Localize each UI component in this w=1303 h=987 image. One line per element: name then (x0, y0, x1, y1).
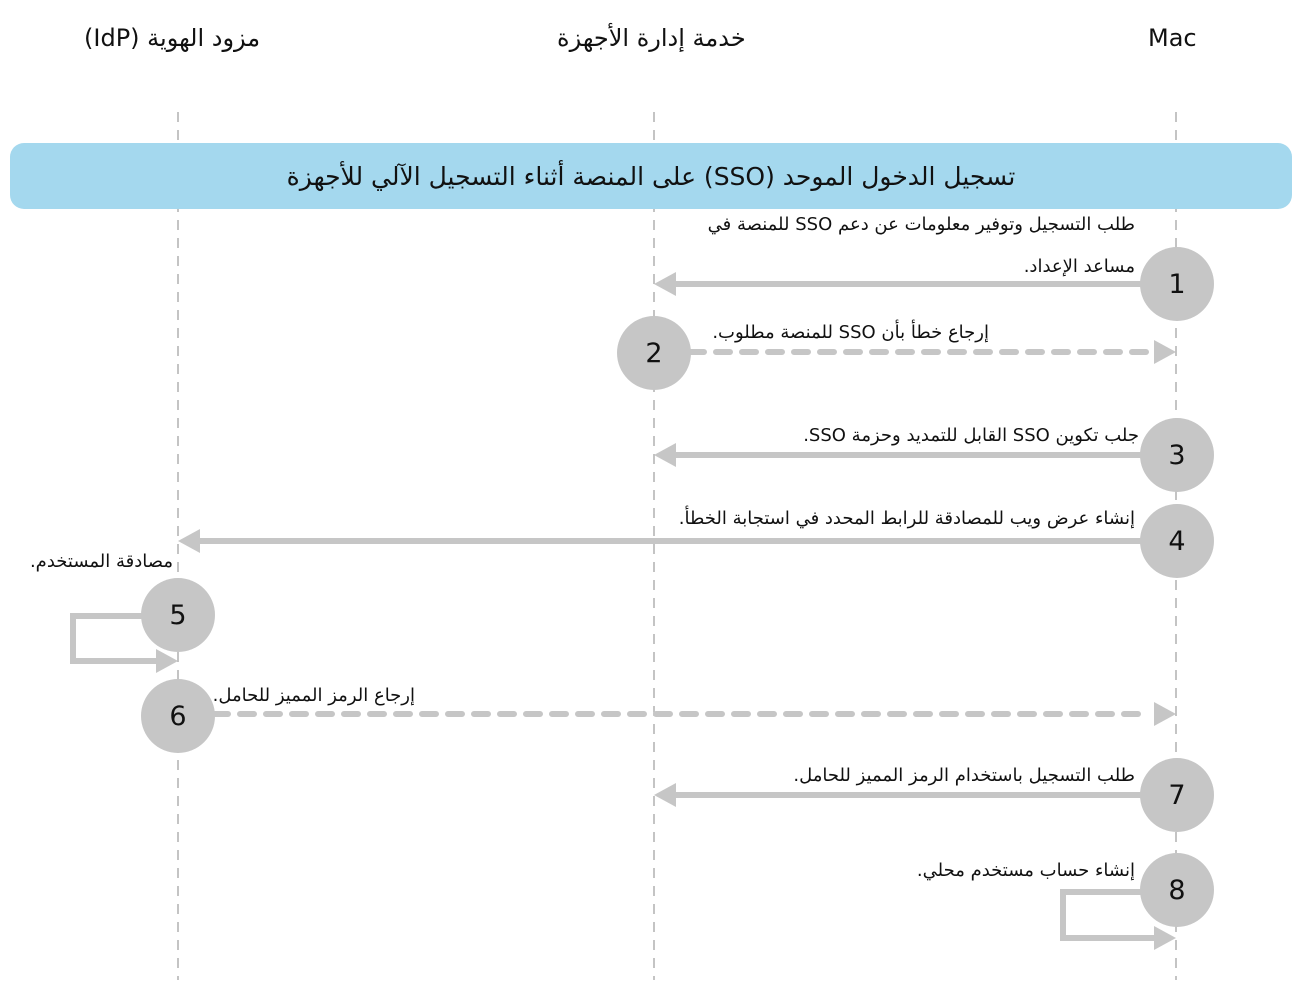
arrow-3-head (654, 443, 676, 467)
step-1-label-line2: مساعد الإعداد. (1023, 256, 1135, 277)
arrow-7-shaft (672, 792, 1152, 798)
step-7-label: طلب التسجيل باستخدام الرمز المميز للحامل. (793, 765, 1135, 786)
arrow-1-head (654, 272, 676, 296)
step-4-label: إنشاء عرض ويب للمصادقة للرابط المحدد في استجابة الخطأ. (678, 508, 1135, 529)
arrow-6-head (1154, 702, 1176, 726)
arrow-1-shaft (672, 281, 1152, 287)
step-5-label: مصادقة المستخدم. (29, 551, 173, 572)
arrow-4-shaft (196, 538, 1152, 544)
arrow-5-head (156, 649, 178, 673)
step-5-marker: 5 (141, 578, 215, 652)
arrow-4-head (178, 529, 200, 553)
step-7-marker: 7 (1140, 758, 1214, 832)
lifelines (178, 112, 1176, 980)
diagram-title: تسجيل الدخول الموحد (SSO) على المنصة أثناء التسجيل الآلي للأجهزة (286, 161, 1016, 191)
step-2-label: إرجاع خطأ بأن SSO للمنصة مطلوب. (712, 322, 989, 343)
lane-title-idp: مزود الهوية (IdP) (84, 24, 261, 52)
step-4-marker: 4 (1140, 504, 1214, 578)
diagram-title-banner (10, 143, 1292, 209)
step-3-marker: 3 (1140, 418, 1214, 492)
step-8-marker: 8 (1140, 853, 1214, 927)
arrow-7-head (654, 783, 676, 807)
arrow-8-head (1154, 926, 1176, 950)
step-3-label: جلب تكوين SSO القابل للتمديد وحزمة SSO. (803, 425, 1139, 446)
step-1-marker: 1 (1140, 247, 1214, 321)
step-6-marker: 6 (141, 679, 215, 753)
arrow-3-shaft (672, 452, 1152, 458)
step-6-label: إرجاع الرمز المميز للحامل. (212, 685, 415, 706)
lane-title-mac: Mac (1148, 24, 1197, 52)
arrow-2-head (1154, 340, 1176, 364)
step-1-label-line1: طلب التسجيل وتوفير معلومات عن دعم SSO للمنصة في (707, 214, 1135, 235)
step-2-marker: 2 (617, 316, 691, 390)
lane-title-mdm: خدمة إدارة الأجهزة (557, 24, 746, 52)
step-8-label: إنشاء حساب مستخدم محلي. (916, 860, 1135, 881)
